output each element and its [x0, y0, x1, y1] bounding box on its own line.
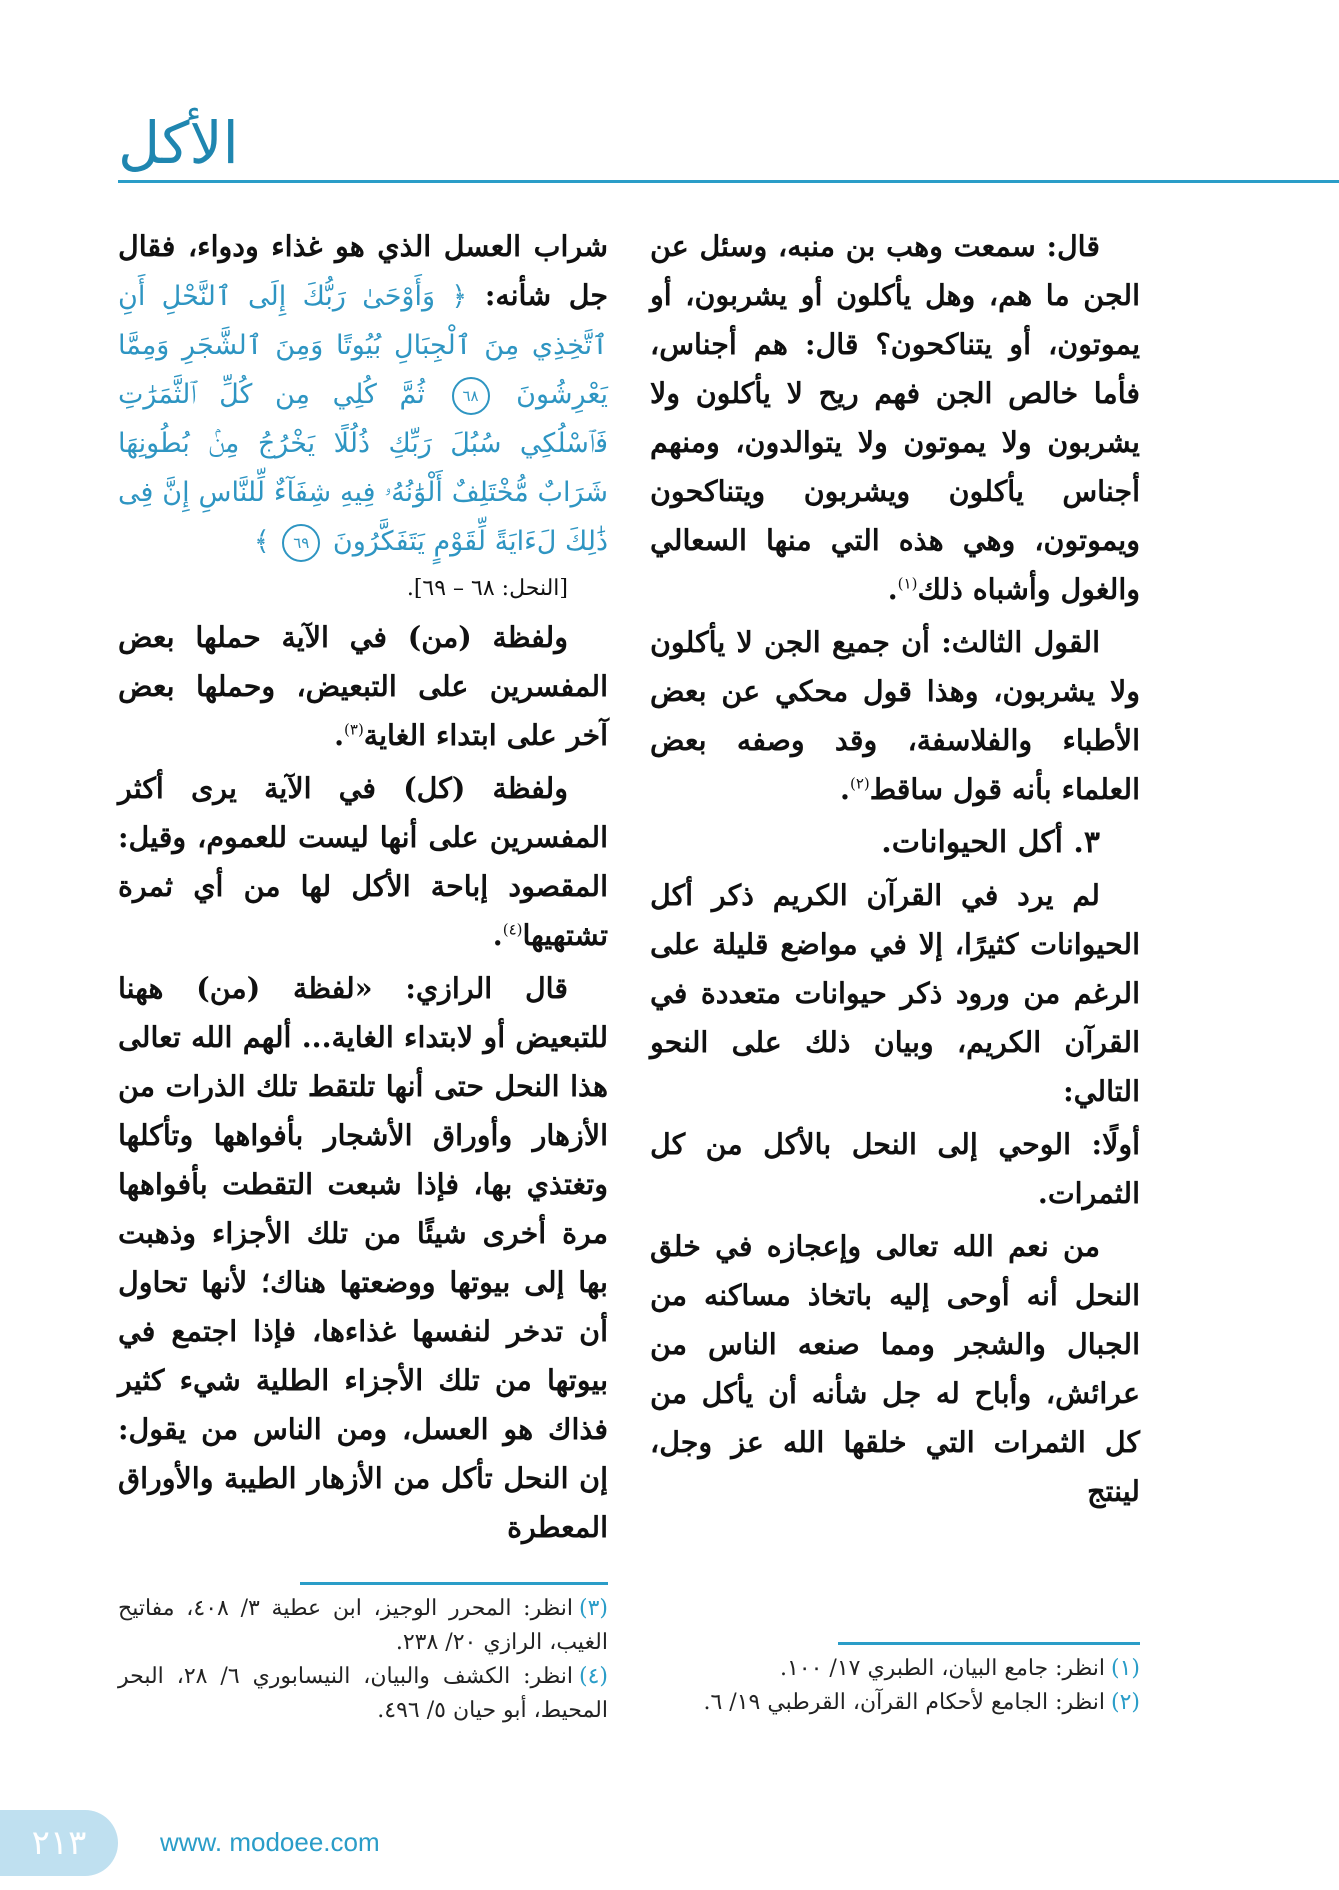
paragraph: من نعم الله تعالى وإعجازه في خلق النحل أنه أوحى إليه باتخاذ مساكنه من الجبال والشجر ومما صنعه الناس من عرائش، وأباح له جل شأنه أن يأكل من كل الثمرات التي خلقها الله عز وجل، لينتج	[650, 1229, 1140, 1508]
paragraph: القول الثالث: أن جميع الجن لا يأكلون ولا يشربون، وهذا قول محكي عن بعض الأطباء والفلاسفة، وقد وصفه بعض العلماء بأنه قول ساقط$^{(٢)}$.	[650, 625, 1140, 806]
left-column	[118, 222, 608, 1556]
subsection-heading: أولًا: الوحي إلى النحل بالأكل من كل الثمرات.	[650, 1127, 1140, 1210]
paragraph: ولفظة (كل) في الآية يرى أكثر المفسرين على أنها ليست للعموم، وقيل: المقصود إباحة الأكل لها من أي ثمرة تشتهيها$^{(٤)}$.	[118, 771, 608, 952]
paragraph: شراب العسل الذي هو غذاء ودواء، فقال جل شأنه: ﴿ وَأَوْحَىٰ رَبُّكَ إِلَى ٱلنَّحْلِ أَنِ ٱتَّخِذِي مِنَ ٱلْجِبَالِ بُيُوتًا وَمِنَ ٱلشَّجَرِ وَمِمَّا يَعْرِشُونَ ٦٨ ثُمَّ كُلِي مِن كُلِّ ٱلثَّمَرَٰتِ فَٱسْلُكِي سُبُلَ رَبِّكِ ذُلُلًا يَخْرُجُ مِنۢ بُطُونِهَا شَرَابٌ مُّخْتَلِفٌ أَلْوَٰنُهُۥ فِيهِ شِفَآءٌ لِّلنَّاسِ إِنَّ فِى ذَٰلِكَ لَءَايَةً لِّقَوْمٍ يَتَفَكَّرُونَ ٦٩ ﴾	[118, 222, 608, 565]
verse-number-icon: ٦٩	[282, 524, 320, 562]
footnotes-right	[650, 1652, 1140, 1720]
footnote-ref[interactable]: (١)	[897, 574, 918, 593]
footnote-ref[interactable]: (٢)	[849, 774, 870, 793]
website-link[interactable]: www. modoee.com	[160, 1827, 380, 1857]
footnote-divider	[838, 1642, 1140, 1645]
footnotes-left	[118, 1592, 608, 1728]
footnote-ref[interactable]: (٣)	[344, 720, 364, 739]
footnote: (٢)انظر: الجامع لأحكام القرآن، القرطبي ١٩/ ٦.	[703, 1690, 1140, 1715]
paragraph: ولفظة (من) في الآية حملها بعض المفسرين على التبعيض، وحملها بعض آخر على ابتداء الغاية$^{(٣)}$.	[118, 620, 608, 752]
page-number: ٢١٣	[0, 1810, 118, 1876]
header-divider	[118, 180, 1339, 183]
right-column	[650, 222, 1140, 1520]
section-heading: ٣. أكل الحيوانات.	[881, 825, 1100, 860]
footnote: (٤)انظر: الكشف والبيان، النيسابوري ٦/ ٢٨، البحر المحيط، أبو حيان ٥/ ٤٩٦.	[118, 1664, 608, 1723]
chapter-title: الأكل	[118, 109, 239, 177]
paragraph: لم يرد في القرآن الكريم ذكر أكل الحيوانات كثيرًا، إلا في مواضع قليلة على الرغم من ورود ذكر حيوانات متعددة في القرآن الكريم، وبيان ذلك على النحو التالي:	[650, 878, 1140, 1108]
surah-reference: [النحل: ٦٨ – ٦٩].	[406, 576, 568, 601]
footnote-divider	[300, 1582, 608, 1585]
paragraph: قال: سمعت وهب بن منبه، وسئل عن الجن ما هم، وهل يأكلون أو يشربون، أو يموتون، أو يتناكحون؟ قال: هم أجناس، فأما خالص الجن فهم ريح لا يأكلون ولا يشربون ولا يموتون ولا يتوالدون، ومنهم أجناس يأكلون ويشربون ويتناكحون ويموتون، وهي هذه التي منها السعالي والغول وأشباه ذلك$^{(١)}$.	[650, 229, 1140, 606]
quran-verse: ﴿ وَأَوْحَىٰ رَبُّكَ إِلَى ٱلنَّحْلِ أَنِ ٱتَّخِذِي مِنَ ٱلْجِبَالِ بُيُوتًا وَمِنَ ٱلشَّجَرِ وَمِمَّا يَعْرِشُونَ ٦٨ ثُمَّ كُلِي مِن كُلِّ ٱلثَّمَرَٰتِ فَٱسْلُكِي سُبُلَ رَبِّكِ ذُلُلًا يَخْرُجُ مِنۢ بُطُونِهَا شَرَابٌ مُّخْتَلِفٌ أَلْوَٰنُهُۥ فِيهِ شِفَآءٌ لِّلنَّاسِ إِنَّ فِى ذَٰلِكَ لَءَايَةً لِّقَوْمٍ يَتَفَكَّرُونَ ٦٩ ﴾	[118, 281, 608, 557]
footnote-ref[interactable]: (٤)	[502, 920, 523, 939]
footnote: (١)انظر: جامع البيان، الطبري ١٧/ ١٠٠.	[779, 1656, 1140, 1681]
footnote: (٣)انظر: المحرر الوجيز، ابن عطية ٣/ ٤٠٨، مفاتيح الغيب، الرازي ٢٠/ ٢٣٨.	[118, 1596, 609, 1655]
paragraph: قال الرازي: «لفظة (من) ههنا للتبعيض أو لابتداء الغاية... ألهم الله تعالى هذا النحل حتى أنها تلتقط تلك الذرات من الأزهار وأوراق الأشجار بأفواهها وتأكلها وتغتذي بها، فإذا شبعت التقطت بأفواهها مرة أخرى شيئًا من تلك الأجزاء وذهبت بها إلى بيوتها ووضعتها هناك؛ لأنها تحاول أن تدخر لنفسها غذاءها، فإذا اجتمع في بيوتها من تلك الأجزاء الطلية شيء كثير فذاك هو العسل، ومن الناس من يقول: إن النحل تأكل من الأزهار الطيبة والأوراق المعطرة	[118, 971, 608, 1544]
verse-number-icon: ٦٨	[452, 377, 490, 415]
